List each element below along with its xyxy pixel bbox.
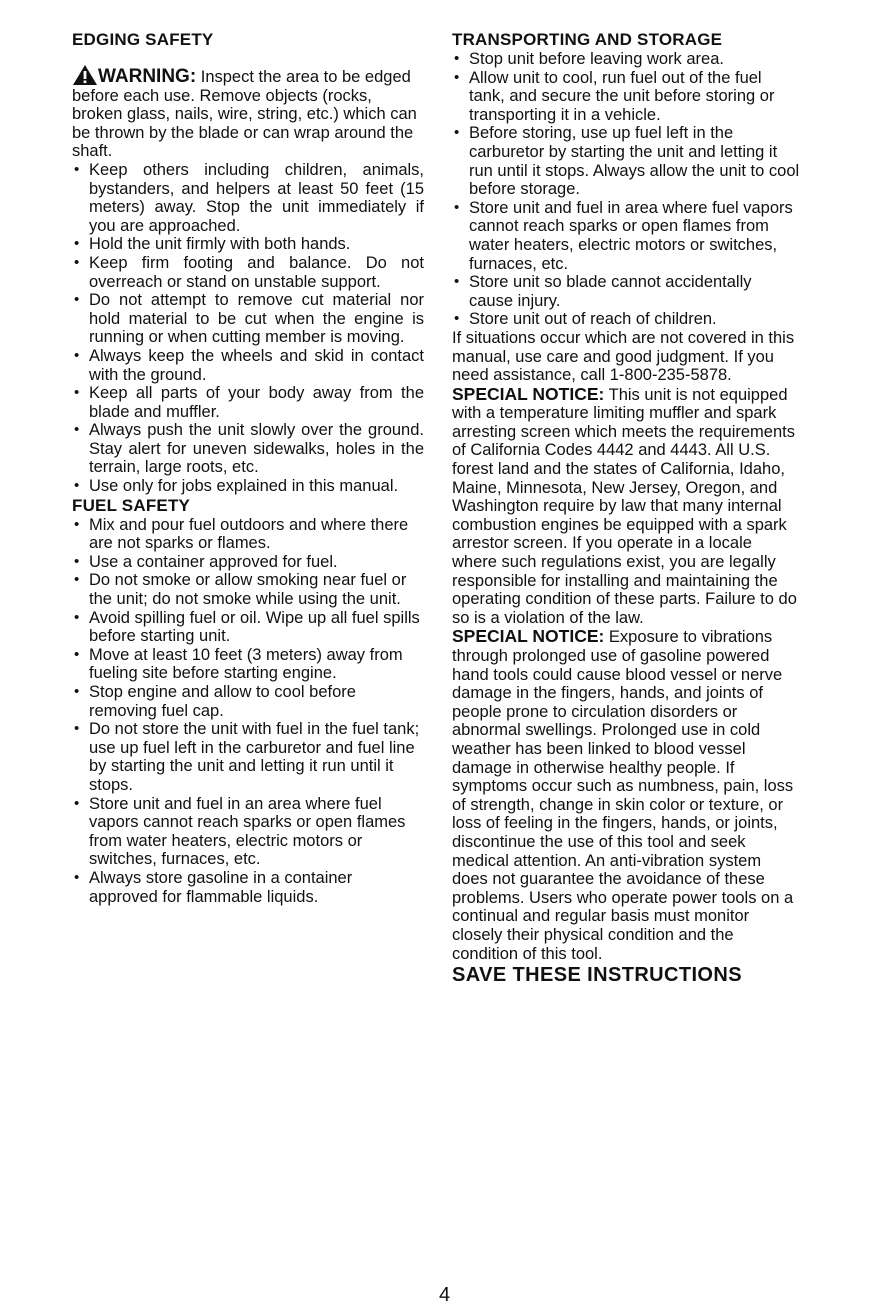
list-item: • Hold the unit firmly with both hands. [72, 235, 424, 254]
list-item: • Keep others including children, animals, bystanders, and helpers at least 50 feet (15 meters) away. Stop the unit immediately if you are approached. [72, 161, 424, 235]
list-item: • Keep all parts of your body away from the blade and muffler. [72, 384, 424, 421]
list-item: • Stop unit before leaving work area. [452, 50, 800, 69]
special-notice-text: Exposure to vibrations through prolonged use of gasoline powered hand tools could cause blood vessel or nerve damage in the fingers, hands, and joints of people prone to circulation disorders or abnormal swellings. Prolonged use in cold weather has been linked to blood vessel damage in otherwise healthy people. If symptoms occur such as numbness, pain, loss of strength, change in skin color or texture, or loss of feeling in the fingers, hands, or joints, discontinue the use of this tool and seek medical attention. An anti-vibration system does not guarantee the avoidance of these problems. Users who operate power tools on a continual and regular basis must monitor closely their physical condition and the condition of this tool. [452, 628, 794, 963]
page-number: 4 [438, 1284, 451, 1306]
list-item: • Always store gasoline in a container approved for flammable liquids. [72, 869, 424, 906]
list-item: • Store unit and fuel in area where fuel vapors cannot reach sparks or open flames from water heaters, electric motors or switches, furnaces, etc. [452, 199, 800, 273]
edging-safety-heading: EDGING SAFETY [72, 30, 214, 49]
list-item: • Keep firm footing and balance. Do not overreach or stand on unstable support. [72, 254, 424, 291]
list-item: • Always keep the wheels and skid in contact with the ground. [72, 347, 424, 384]
list-item: • Do not store the unit with fuel in the fuel tank; use up fuel left in the carburetor and fuel line by starting the unit and letting it run until it stops. [72, 720, 424, 794]
list-item: • Move at least 10 feet (3 meters) away from fueling site before starting engine. [72, 646, 424, 683]
list-item: • Do not smoke or allow smoking near fuel or the unit; do not smoke while using the unit. [72, 571, 424, 608]
fuel-safety-list [72, 516, 424, 906]
transporting-storage-heading: TRANSPORTING AND STORAGE [452, 30, 723, 49]
list-item: • Stop engine and allow to cool before removing fuel cap. [72, 683, 424, 720]
fuel-safety-heading: FUEL SAFETY [72, 495, 191, 515]
warning-label: WARNING: [98, 66, 197, 87]
special-notice-vibration [452, 627, 800, 963]
list-item: • Always push the unit slowly over the ground. Stay alert for uneven sidewalks, holes in the terrain, large roots, etc. [72, 421, 424, 477]
warning-paragraph [72, 64, 424, 161]
list-item: • Mix and pour fuel outdoors and where there are not sparks or flames. [72, 516, 424, 553]
special-notice-label: SPECIAL NOTICE: [452, 383, 605, 404]
list-item: • Do not attempt to remove cut material nor hold material to be cut when the engine is running or when cutting member is moving. [72, 291, 424, 347]
list-item: • Avoid spilling fuel or oil. Wipe up all fuel spills before starting unit. [72, 609, 424, 646]
right-column [452, 30, 800, 987]
list-item: • Use a container approved for fuel. [72, 553, 424, 572]
situations-paragraph: If situations occur which are not covered in this manual, use care and good judgment. If you need assistance, call 1-800-235-5878. [452, 328, 795, 385]
list-item: • Store unit out of reach of children. [452, 310, 800, 329]
special-notice-spark-arrestor [452, 385, 800, 628]
edging-safety-list [72, 161, 424, 496]
list-item: • Allow unit to cool, run fuel out of the fuel tank, and secure the unit before storing or transporting it in a vehicle. [452, 69, 800, 125]
list-item: • Store unit and fuel in an area where fuel vapors cannot reach sparks or open flames from water heaters, electric motors or switches, furnaces, etc. [72, 795, 424, 869]
warning-text: Inspect the area to be edged before each use. Remove objects (rocks, broken glass, nails, wire, string, etc.) which can be thrown by the blade or can wrap around the shaft. [72, 68, 417, 161]
warning-triangle-icon [72, 64, 98, 86]
list-item: • Before storing, use up fuel left in the carburetor by starting the unit and letting it run until it stops. Always allow the unit to cool before storage. [452, 124, 800, 198]
list-item: • Use only for jobs explained in this manual. [72, 477, 424, 496]
left-column [72, 30, 424, 906]
save-instructions-heading: SAVE THESE INSTRUCTIONS [452, 964, 742, 987]
list-item: • Store unit so blade cannot accidentally cause injury. [452, 273, 800, 310]
transporting-storage-list [452, 50, 800, 329]
special-notice-text: This unit is not equipped with a temperature limiting muffler and spark arresting screen which meets the requirements of California Codes 4442 and 4443. All U.S. forest land and the states of California, Idaho, Maine, Minnesota, New Jersey, Oregon, and Washington require by law that many internal combustion engines be equipped with a spark arrestor screen. If you operate in a locale where such regulations exist, you are legally responsible for installing and maintaining the operating condition of these parts. Failure to do so is a violation of the law. [452, 385, 797, 627]
special-notice-label: SPECIAL NOTICE: [452, 626, 605, 647]
